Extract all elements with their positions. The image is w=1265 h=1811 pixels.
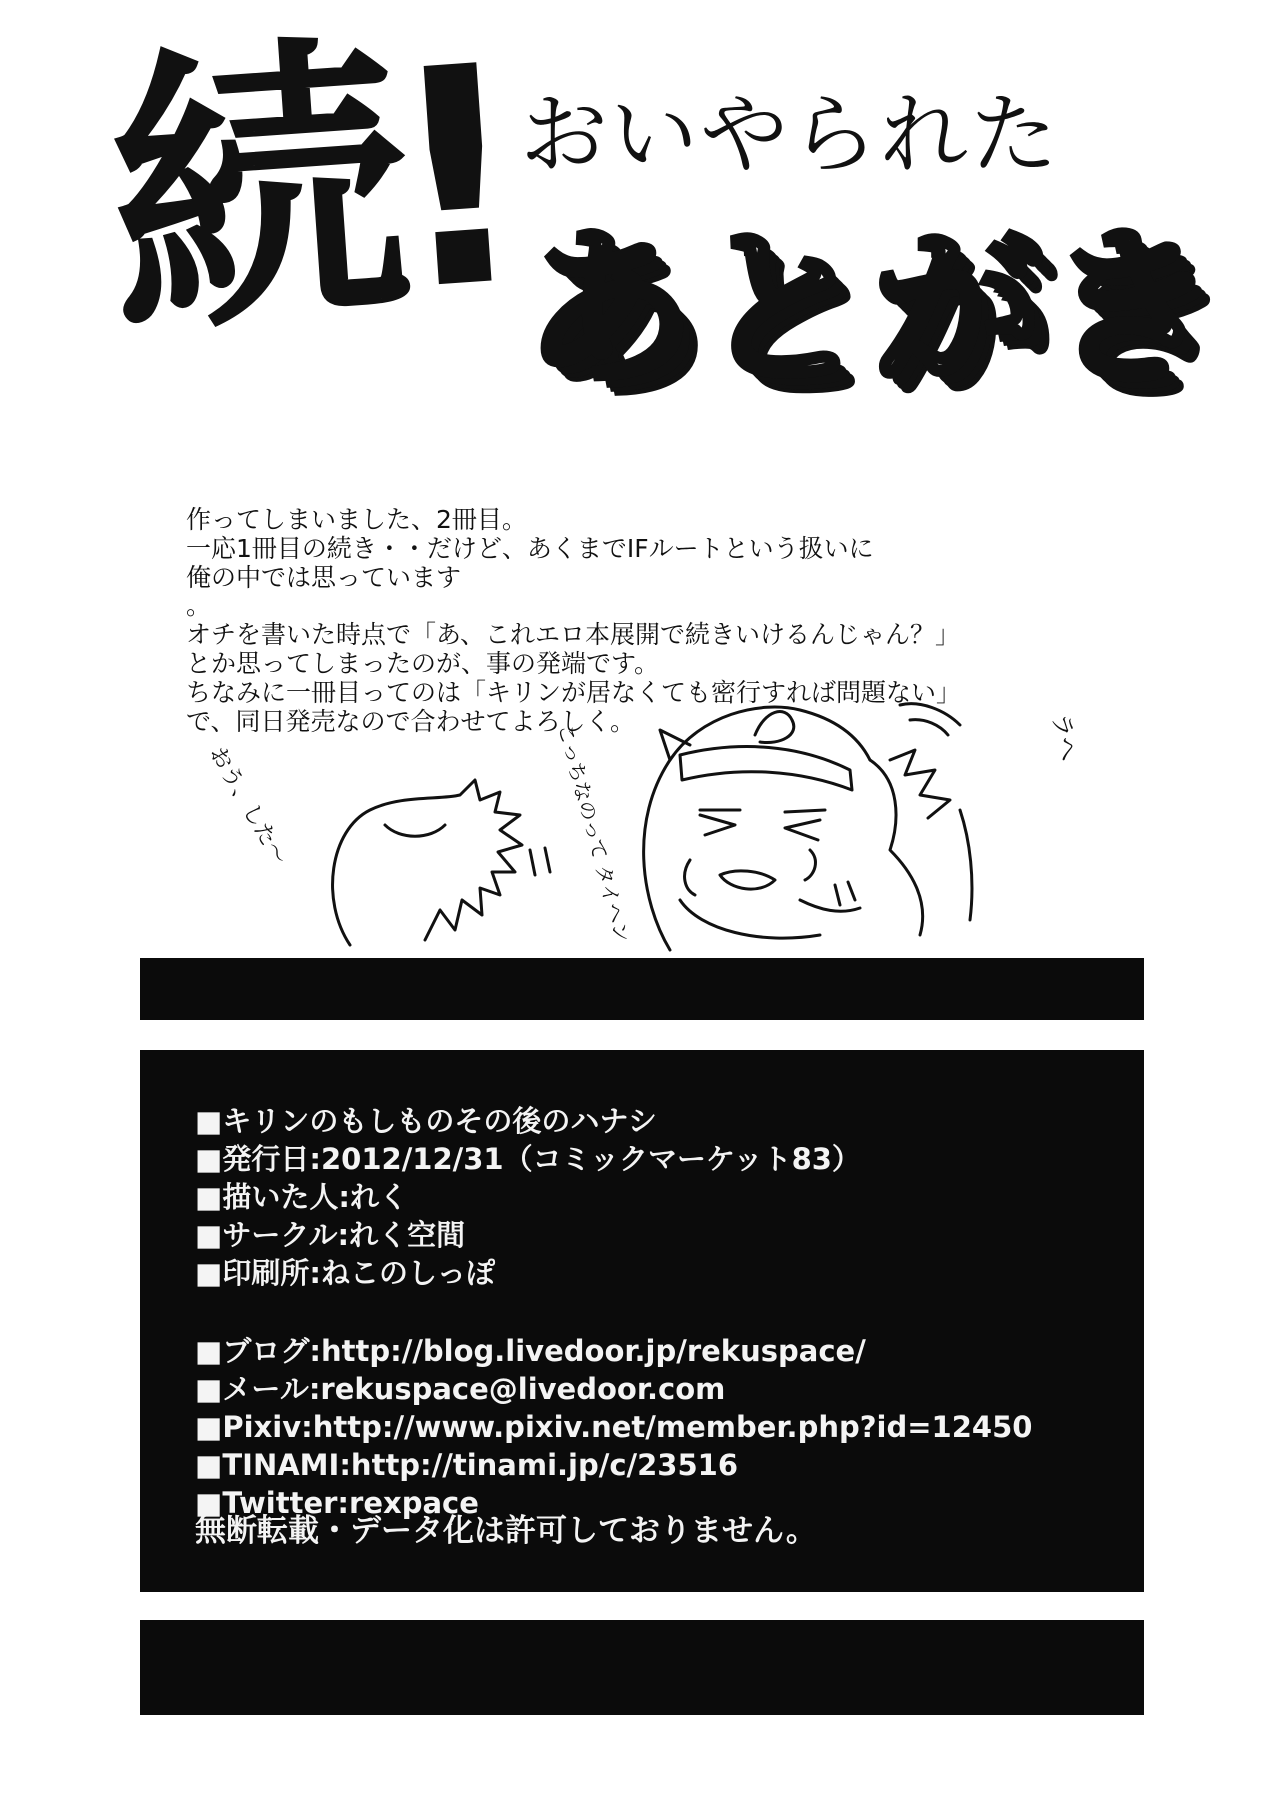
sketch-illustration [200, 700, 1100, 960]
link-pixiv: ■Pixiv:http://www.pixiv.net/member.php?id=12450 [195, 1410, 1033, 1444]
paragraph-line: 作ってしまいました、2冊目。 [186, 505, 527, 534]
sketch-caption-left: おう、した～ [204, 742, 292, 870]
paragraph-1 [186, 505, 1146, 592]
copyright-notice: 無断転載・データ化は許可しておりません。 [195, 1513, 817, 1549]
sketch-caption-speech: こっちなのって タイヘン [552, 721, 635, 945]
paragraph-line: 一応1冊目の続き・・だけど、あくまでIFルートという扱いに [186, 534, 874, 563]
sketch-drawing [200, 700, 1100, 960]
colophon-printer: ■印刷所:ねこのしっぽ [195, 1256, 495, 1290]
link-twitter: ■Twitter:rexpace [195, 1486, 479, 1520]
paragraph-line: ちなみに一冊目ってのは「キリンが居なくても密行すれば問題ない」 [186, 678, 962, 707]
paragraph-line: とか思ってしまったのが、事の発端です。 [186, 649, 660, 678]
divider-bar-top [140, 958, 1144, 1020]
link-tinami: ■TINAMI:http://tinami.jp/c/23516 [195, 1448, 738, 1482]
colophon-circle: ■サークル:れく空間 [195, 1218, 466, 1252]
paragraph-line: 。 [186, 591, 212, 620]
title-subtitle: おいやられた [520, 83, 1061, 186]
title-zoku: 続! [98, 1, 519, 378]
title-main: あとがき [525, 211, 1222, 409]
links-list [195, 1332, 1032, 1522]
link-blog: ■ブログ:http://blog.livedoor.jp/rekuspace/ [195, 1334, 866, 1368]
colophon-title: ■キリンのもしものその後のハナシ [195, 1104, 657, 1138]
link-mail: ■メール:rekuspace@livedoor.com [195, 1372, 726, 1406]
colophon-list [195, 1102, 861, 1292]
paragraph-line: 俺の中では思っています [186, 563, 462, 592]
colophon-author: ■描いた人:れく [195, 1180, 408, 1214]
colophon-date: ■発行日:2012/12/31（コミックマーケット83） [195, 1142, 861, 1176]
paragraph-line: オチを書いた時点で「あ、これエロ本展開で続きいけるんじゃん？」 [186, 620, 961, 649]
colophon-box [140, 1050, 1144, 1592]
divider-bar-bottom [140, 1620, 1144, 1715]
paragraph-line: で、同日発売なので合わせてよろしく。 [186, 707, 636, 736]
sketch-caption-exclaim: ラへ [1046, 711, 1083, 764]
